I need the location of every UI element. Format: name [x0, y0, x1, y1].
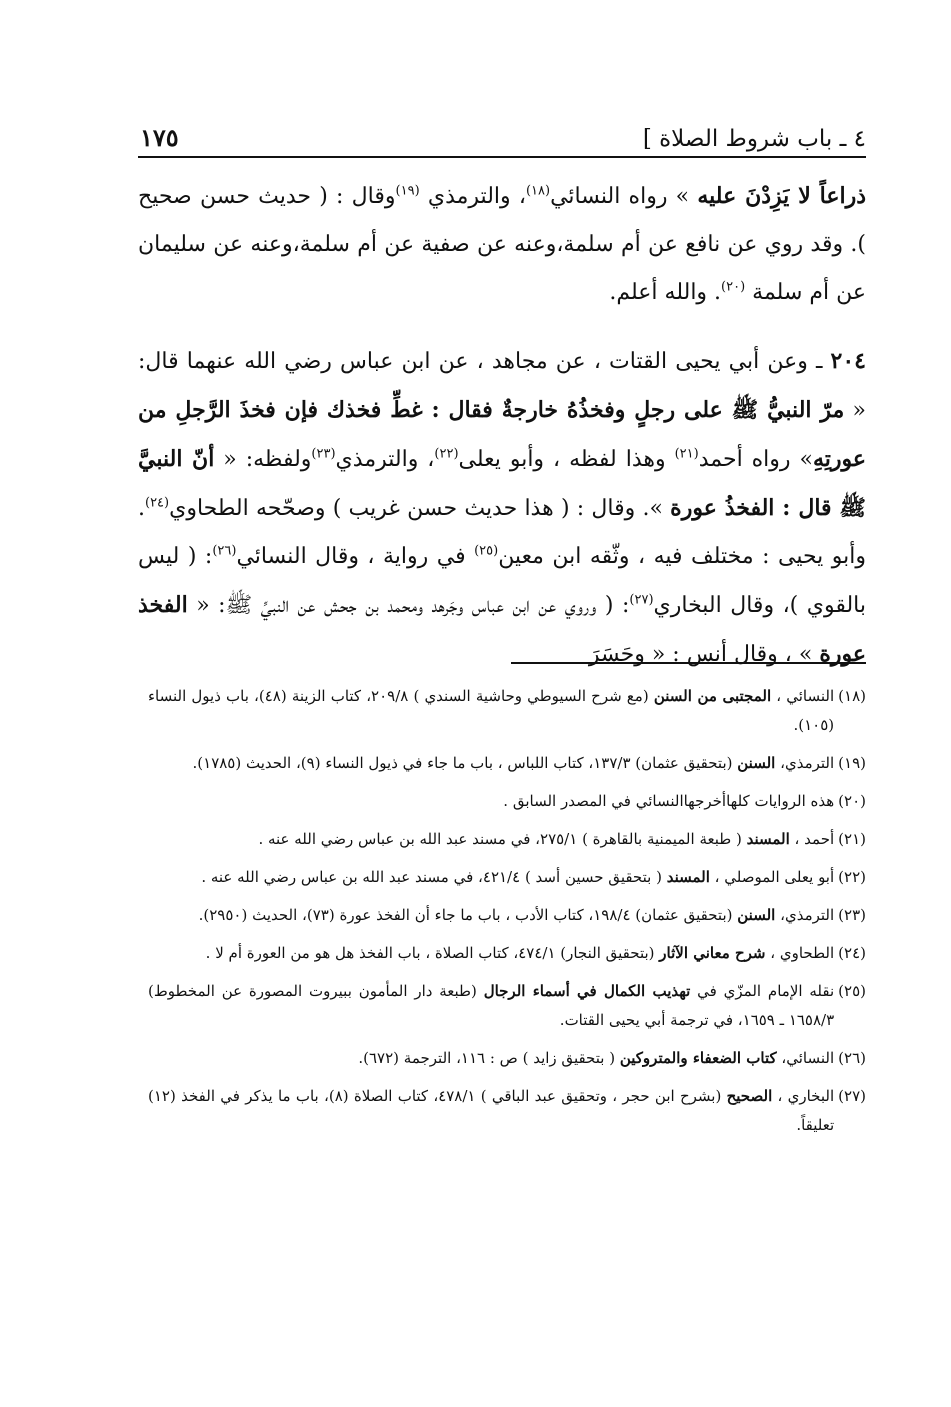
footnote-18 — [148, 682, 866, 740]
text-run: وهذا لفظه ، وأبو يعلى — [458, 447, 675, 472]
text-run: (بشرح ابن حجر ، وتحقيق عبد الباقي ) ٤٧٨/١، كتاب الصلاة (٨)، باب ما يذكر في الفخذ (١٢) تعليقاً. — [148, 1087, 835, 1134]
book-title: الصحيح — [726, 1087, 773, 1105]
footnote-ref: (١٩) — [395, 183, 420, 199]
text-run: النسائي ، — [771, 687, 835, 705]
text-run: ( بتحقيق حسين أسد ) ٤٢١/٤، في مسند عبد الله بن عباس رضي الله عنه . — [201, 868, 667, 886]
text-run: (مع شرح السيوطي وحاشية السندي ) ٢٠٩/٨، كتاب الزينة (٤٨)، باب ذيول النساء (١٠٥). — [148, 687, 835, 734]
footnote-ref: (٢٢) — [434, 446, 459, 462]
text-run: ( بتحقيق زايد ) ص : ١١٦، الترجمة (٦٧٢). — [358, 1049, 620, 1067]
text-run: البخاري ، — [772, 1087, 835, 1105]
hadith-number: ٢٠٤ — [830, 348, 866, 374]
book-title: السنن — [737, 754, 776, 772]
footnote-ref: (٢٥) — [474, 543, 499, 559]
footnote-21 — [148, 825, 866, 854]
text-run: هذه الروايات كلهاأخرجهاالنسائي في المصدر السابق . — [503, 792, 835, 810]
text-run: . وأبو يحيى : مختلف فيه ، وثّقه ابن معين — [138, 496, 866, 569]
text-run: (بتحقيق النجار) ٤٧٤/١، كتاب الصلاة ، باب الفخذ هل هو من العورة أم لا . — [205, 944, 660, 962]
text-run: ». وقال : ( هذا حديث حسن غريب ) وصحّحه الطحاوي — [169, 496, 671, 521]
text-run: (بتحقيق عثمان) ١٣٧/٣، كتاب اللباس ، باب ما جاء في ذيول النساء (٩)، الحديث (١٧٨٥). — [192, 754, 738, 772]
footnote-text — [148, 825, 834, 854]
hadith-text: مرّ النبيُّ ﷺ على رجلٍ وفخذُهُ خارجةٌ فقال : غطِّ فخذك فإن فخذَ الرَّجلِ من عورتِهِ — [138, 397, 866, 472]
footnote-text — [148, 749, 834, 778]
footnote-number: (٢١) — [838, 830, 866, 848]
text-run: ، والترمذي — [419, 184, 526, 209]
text-run: أحمد ، — [789, 830, 835, 848]
footnote-25 — [148, 977, 866, 1035]
footnote-number: (٢٤) — [838, 944, 866, 962]
book-title: السنن — [737, 906, 776, 924]
footnote-number: (٢٠) — [838, 792, 866, 810]
hadith-text: الفخذ عورة — [138, 592, 866, 667]
text-run: أبو يعلى الموصلي ، — [709, 868, 835, 886]
footnote-ref: (٢١) — [674, 446, 699, 462]
footnote-24 — [148, 939, 866, 968]
text-run: ولفظه: « — [214, 447, 312, 472]
book-title: شرح معاني الآثار — [659, 944, 766, 962]
text-run: الترمذي، — [775, 754, 835, 772]
footnote-text — [148, 1082, 834, 1140]
footnote-text — [148, 1044, 834, 1073]
text-run: (طبعة دار المأمون ببيروت المصورة عن المخطوط) ١٦٥٨/٣ ـ ١٦٥٩، في ترجمة أبي يحيى القتات. — [148, 982, 835, 1029]
book-title: تهذيب الكمال في أسماء الرجال — [483, 982, 691, 1000]
book-title: المسند — [746, 830, 790, 848]
footnote-ref: (٢٣) — [311, 446, 336, 462]
text-run: » رواه النسائي — [550, 184, 698, 209]
footnote-23 — [148, 901, 866, 930]
footnote-19 — [148, 749, 866, 778]
hadith-text: ذراعاً لا يَزِدْنَ عليه — [697, 183, 866, 209]
footnote-text — [148, 787, 834, 816]
footnote-number: (٢٣) — [838, 906, 866, 924]
footnote-20 — [148, 787, 866, 816]
footnote-text — [148, 901, 834, 930]
text-run: : ( ليس بالقوي )، وقال البخاري — [138, 544, 867, 618]
text-run: ، والترمذي — [335, 447, 435, 472]
text-run: الطحاوي ، — [765, 944, 835, 962]
text-run: » ، وقال أنس : « وحَسَرَ — [588, 642, 820, 667]
running-header — [140, 112, 866, 152]
text-run: (بتحقيق عثمان) ١٩٨/٤، كتاب الأدب ، باب ما جاء أن الفخذ عورة (٧٣)، الحديث (٢٩٥٠). — [198, 906, 738, 924]
text-run: ـ وعن أبي يحيى القتات ، عن مجاهد ، عن ابن عباس رضي الله عنهما قال: « — [138, 349, 867, 423]
footnotes-rule — [511, 662, 866, 664]
footnote-number: (٢٧) — [838, 1087, 866, 1105]
footnote-number: (٢٥) — [838, 982, 866, 1000]
book-title: المسند — [666, 868, 710, 886]
footnote-ref: (٢٠) — [721, 279, 746, 295]
footnote-26 — [148, 1044, 866, 1073]
book-title: المجتبى من السنن — [653, 687, 772, 705]
page-number: ١٧٥ — [140, 123, 179, 152]
book-title: كتاب الضعفاء والمتروكين — [619, 1049, 777, 1067]
footnotes — [148, 682, 866, 1149]
footnote-number: (١٩) — [838, 754, 866, 772]
footnote-text — [148, 977, 834, 1035]
footnote-text — [148, 682, 834, 740]
footnote-text — [148, 863, 834, 892]
footnote-number: (٢٢) — [838, 868, 866, 886]
text-run: وقال : ( حديث حسن صحيح ). وقد روي عن نافع عن أم سلمة،وعنه عن صفية عن أم سلمة،وعنه عن سليمان عن أم سلمة — [138, 184, 866, 305]
footnote-ref: (٢٧) — [629, 592, 654, 608]
text-run: في رواية ، وقال النسائي — [236, 544, 475, 569]
paragraph-1 — [138, 172, 866, 317]
footnote-22 — [148, 863, 866, 892]
text-run: . والله أعلم. — [609, 280, 722, 305]
footnote-27 — [148, 1082, 866, 1140]
chapter-title: ٤ ـ باب شروط الصلاة ] — [642, 126, 866, 152]
text-run: النسائي، — [776, 1049, 835, 1067]
hadith-text: أنّ النبيَّ ﷺ قال : الفخذُ عورة — [138, 446, 867, 521]
header-rule — [138, 156, 866, 158]
text-run: نقله الإمام المزّي في — [690, 982, 835, 1000]
main-text — [138, 172, 866, 679]
text-run: الترمذي، — [775, 906, 835, 924]
text-run: ( طبعة الميمنية بالقاهرة ) ٢٧٥/١، في مسند عبد الله بن عباس رضي الله عنه . — [258, 830, 747, 848]
footnote-number: (١٨) — [838, 687, 866, 705]
footnote-ref: (٢٤) — [145, 495, 170, 511]
text-run: » رواه أحمد — [698, 447, 813, 472]
footnote-number: (٢٦) — [838, 1049, 866, 1067]
text-run: : ( وروي عن ابن عباس وجَرهد ومحمد بن جحش عن النبيِّ ﷺ: « — [187, 593, 630, 618]
paragraph-2 — [138, 337, 866, 679]
footnote-ref: (١٨) — [525, 183, 551, 199]
footnote-text — [148, 939, 834, 968]
footnote-ref: (٢٦) — [212, 543, 237, 559]
